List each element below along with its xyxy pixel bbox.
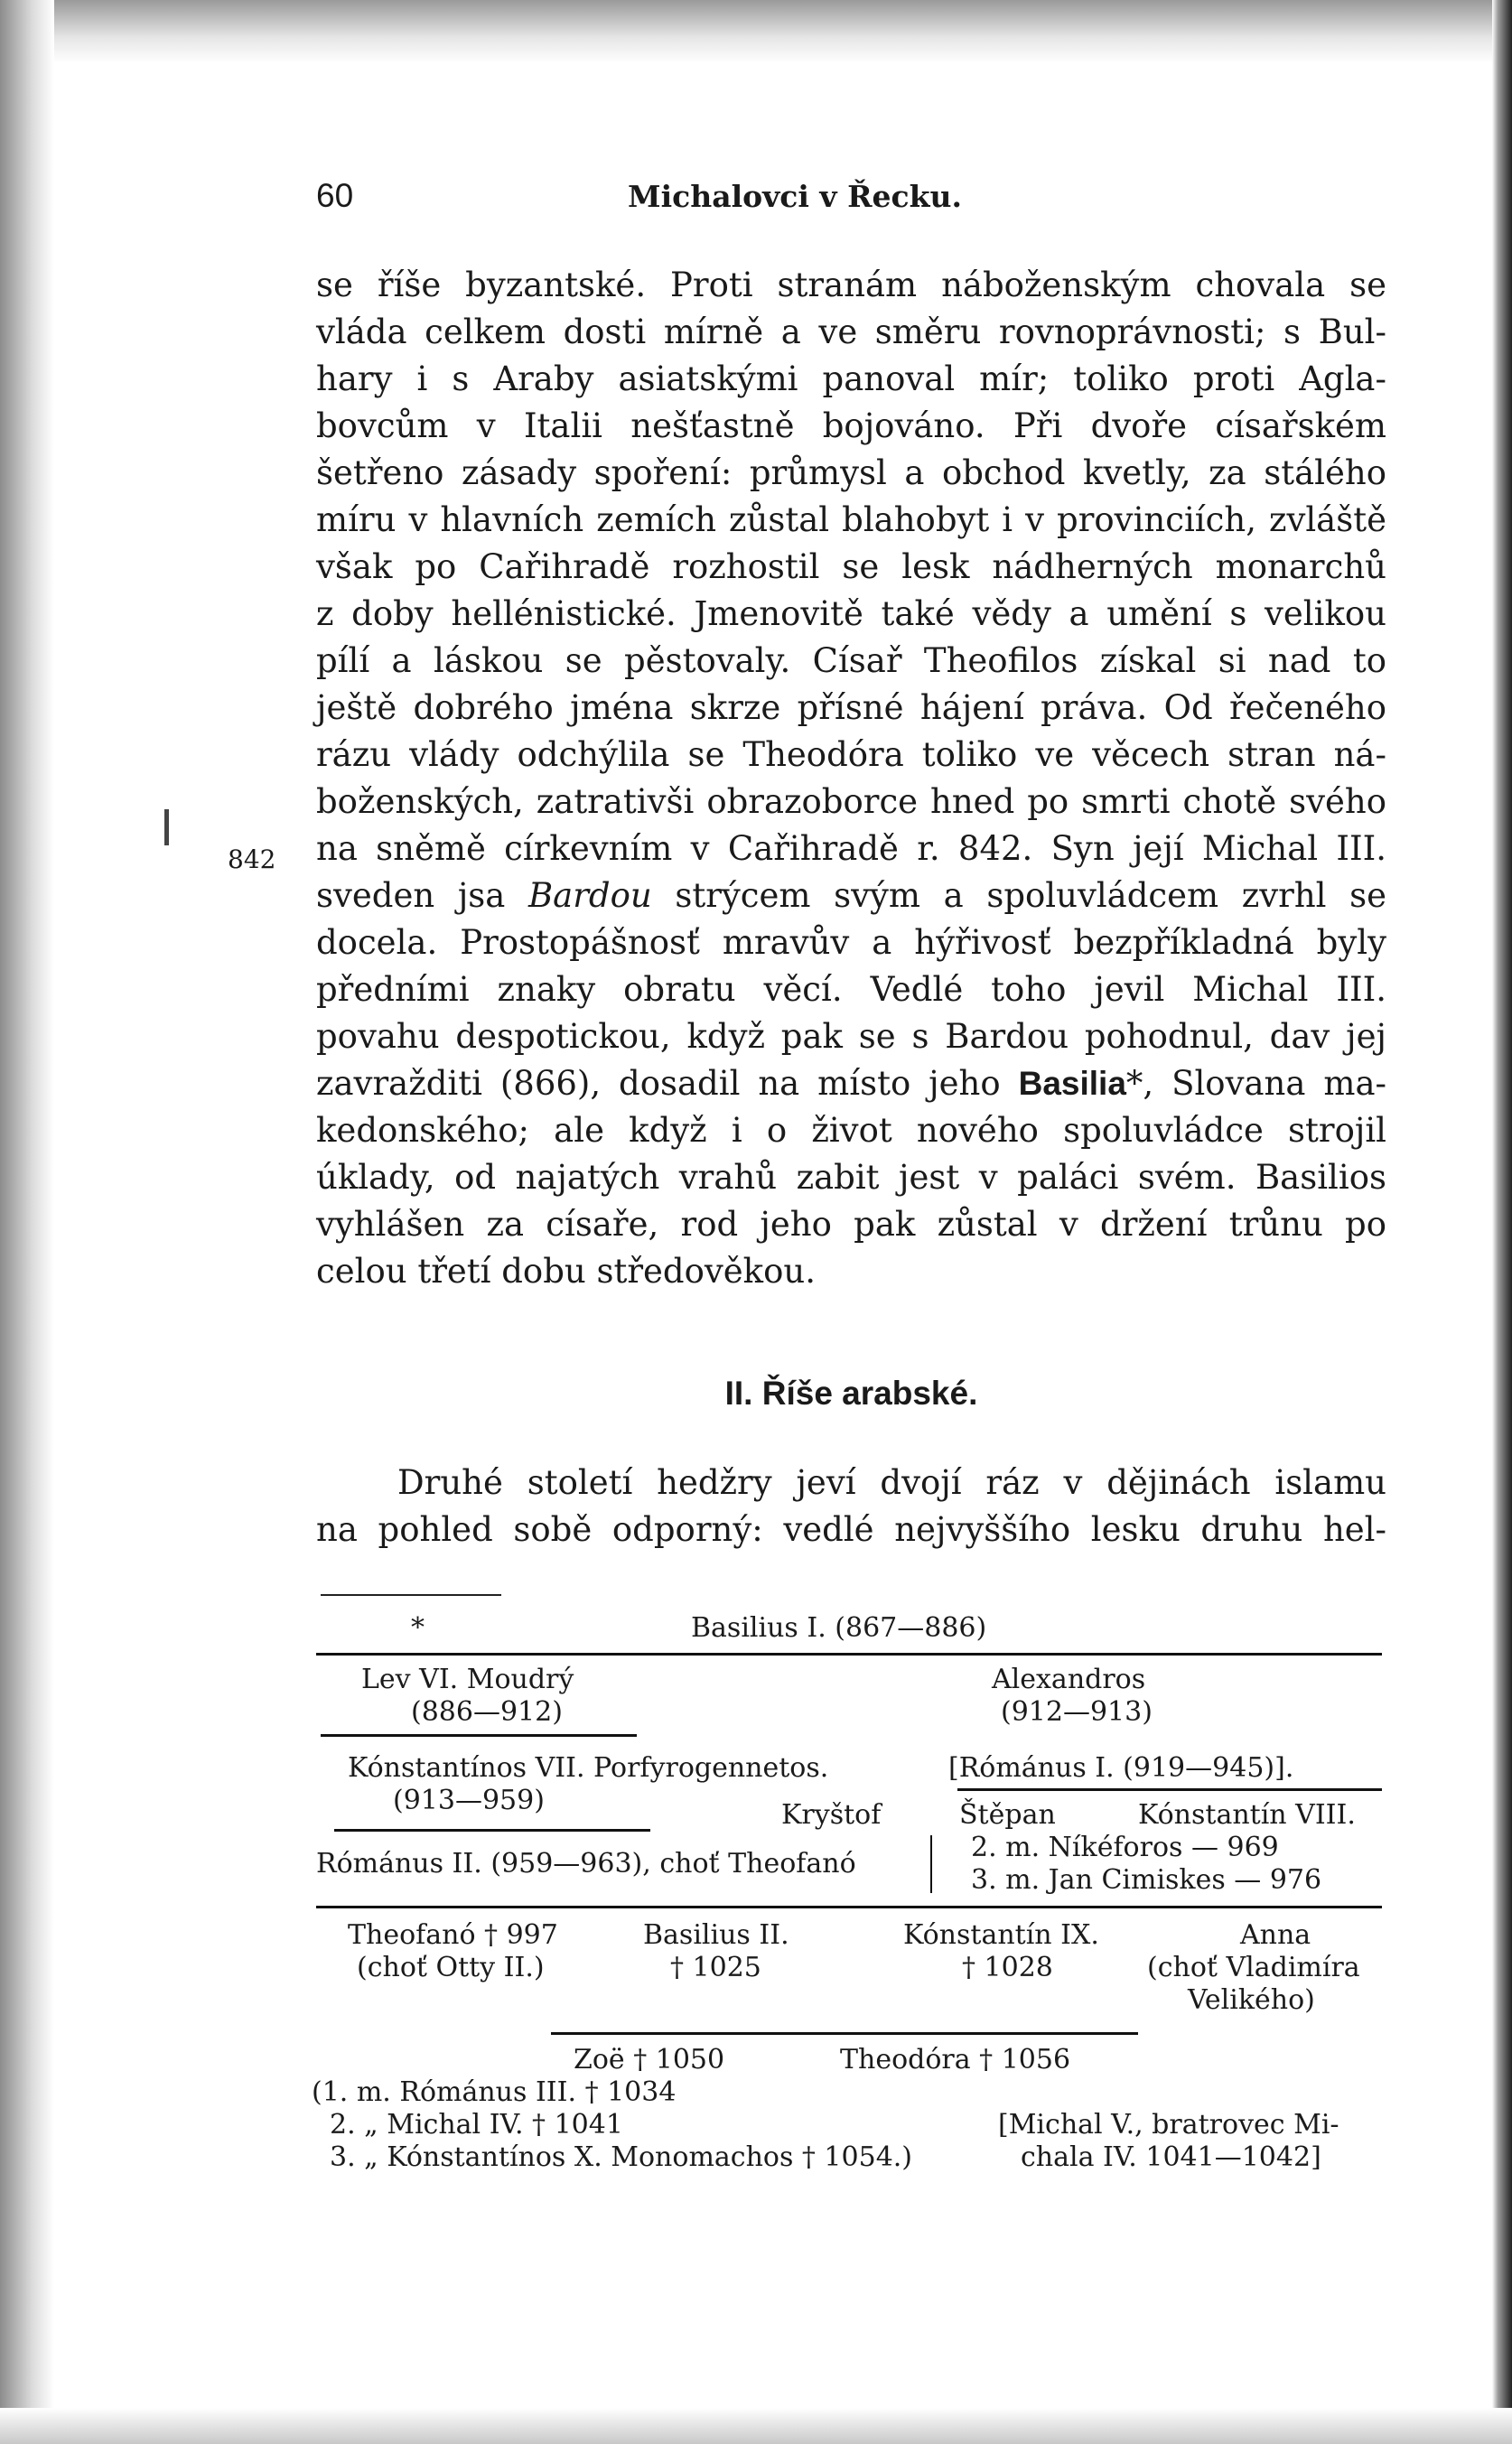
brace-line [316, 1653, 1382, 1656]
gen-stepan: Štěpan [959, 1799, 1056, 1831]
scan-edge-top [0, 0, 1512, 63]
text-line: předními znaky obratu věcí. Vedlé toho jevil Michal III. [316, 970, 1386, 1009]
text-line: se říše byzantské. Proti stranám náboženským chovala se [316, 266, 1386, 304]
gen-michal-v: [Michal V., bratrovec Mi- [998, 2109, 1339, 2141]
text-line: na pohled sobě odporný: vedlé nejvyššího lesku druhu hel- [316, 1510, 1386, 1549]
text-fragment: *, Slovana ma- [1125, 1064, 1387, 1103]
page-number: 60 [316, 177, 354, 214]
gen-zoe-m2: 2. „ Michal IV. † 1041 [330, 2109, 623, 2141]
running-title: Michalovci v Řecku. [628, 179, 962, 214]
brace-line [316, 1906, 1382, 1908]
text-fragment: zavražditi (866), dosadil na místo jeho [316, 1064, 1001, 1103]
text-line-mixed [316, 1060, 1386, 1107]
gen-konstantin-viii: Kónstantín VIII. [1138, 1799, 1356, 1831]
gen-basilius-ii-death: † 1025 [670, 1952, 761, 1983]
text-line: hary i s Araby asiatskými panoval mír; toliko proti Agla- [316, 359, 1386, 398]
paragraph-1 [316, 262, 1386, 1295]
brace-line [551, 2032, 1138, 2035]
gen-lev-vi: Lev VI. Moudrý [361, 1664, 574, 1695]
gen-lev-dates: (886—912) [411, 1696, 563, 1728]
gen-theofano-m2: 2. m. Níkéforos — 969 [971, 1832, 1279, 1863]
gen-theofano-child-spouse: (choť Otty II.) [357, 1952, 545, 1983]
text-fragment: strýcem svým a spoluvládcem zvrhl se [675, 876, 1387, 915]
gen-alexandros: Alexandros [992, 1664, 1146, 1695]
brace-line [957, 1788, 1382, 1791]
scan-edge-left [0, 0, 54, 2444]
page-header [316, 177, 1377, 231]
scan-edge-right [1492, 0, 1512, 2444]
text-line: úklady, od najatých vrahů zabit jest v paláci svém. Basilios [316, 1158, 1386, 1197]
text-line: z doby hellénistické. Jmenovitě také vědy a umění s velikou [316, 594, 1386, 633]
brace-bar [930, 1835, 932, 1893]
paragraph-2 [316, 1460, 1386, 1553]
gen-romanus-i: [Rómánus I. (919—945)]. [948, 1752, 1294, 1784]
scan-edge-bottom [0, 2408, 1512, 2444]
text-line: šetřeno zásady spoření: průmysl a obchod kvetly, za stálého [316, 453, 1386, 492]
section-heading: II. Říše arabské. [724, 1375, 978, 1412]
gen-konstantin-ix-death: † 1028 [962, 1952, 1053, 1983]
gen-michal-v: chala IV. 1041—1042] [1021, 2141, 1321, 2173]
brace-line [321, 1734, 637, 1737]
text-line: na sněmě církevním v Cařihradě r. 842. Syn její Michal III. [316, 829, 1386, 868]
gen-theofano-child: Theofanó † 997 [348, 1919, 558, 1951]
margin-pencil-mark [164, 809, 169, 845]
gen-anna-spouse: (choť Vladimíra [1147, 1952, 1360, 1983]
text-line-mixed [316, 872, 1386, 919]
text-line: povahu despotickou, když pak se s Bardou pohodnul, dav jej [316, 1017, 1386, 1056]
gen-anna-spouse: Velikého) [1188, 1984, 1315, 2016]
text-fragment: sveden jsa [316, 876, 506, 915]
gen-zoe: Zoë † 1050 [574, 2044, 725, 2076]
gen-anna: Anna [1240, 1919, 1311, 1951]
gen-kristof: Kryštof [781, 1799, 882, 1831]
gen-romanus-ii: Rómánus II. (959—963), choť Theofanó [316, 1848, 856, 1880]
gen-zoe-m3: 3. „ Kónstantínos X. Monomachos † 1054.) [330, 2141, 913, 2173]
gen-alexandros-dates: (912—913) [1001, 1696, 1153, 1728]
gen-konstantinos-vii-dates: (913—959) [393, 1785, 545, 1816]
gen-theodora: Theodóra † 1056 [840, 2044, 1071, 2076]
text-line: pílí a láskou se pěstovaly. Císař Theofilos získal si nad to [316, 641, 1386, 680]
text-line: boženských, zatrativši obrazoborce hned po smrti chotě svého [316, 782, 1386, 821]
italic-name-bardou: Bardou [527, 876, 652, 915]
text-line: celou třetí dobu středověkou. [316, 1252, 816, 1291]
text-line: bovcům v Italii nešťastně bojováno. Při dvoře císařském [316, 406, 1386, 445]
gen-konstantinos-vii: Kónstantínos VII. Porfyrogennetos. [348, 1752, 829, 1784]
text-line: ještě dobrého jména skrze přísné hájení práva. Od řečeného [316, 688, 1386, 727]
margin-year-note: 842 [228, 844, 276, 874]
gen-konstantin-ix: Kónstantín IX. [903, 1919, 1099, 1951]
text-line: vyhlášen za císaře, rod jeho pak zůstal v držení trůnu po [316, 1205, 1386, 1244]
genealogy-table [307, 1608, 1391, 2173]
gen-root-basilius-1: Basilius I. (867—886) [691, 1612, 987, 1644]
brace-line [334, 1829, 650, 1832]
gen-theofano-m3: 3. m. Jan Cimiskes — 976 [971, 1864, 1322, 1896]
gen-basilius-ii: Basilius II. [643, 1919, 789, 1951]
text-line: kedonského; ale když i o život nového spoluvládce strojil [316, 1111, 1386, 1150]
gen-zoe-m1: (1. m. Rómánus III. † 1034 [312, 2076, 677, 2108]
text-line: rázu vlády odchýlila se Theodóra toliko ve věcech stran ná- [316, 735, 1386, 774]
footnote-rule [321, 1594, 501, 1596]
bold-name-basilia: Basilia [1018, 1065, 1126, 1102]
footnote-asterisk: * [411, 1612, 425, 1644]
text-line: vláda celkem dosti mírně a ve směru rovnoprávnosti; s Bul- [316, 312, 1386, 351]
text-line: míru v hlavních zemích zůstal blahobyt i v provinciích, zvláště [316, 500, 1386, 539]
text-line: docela. Prostopášnosť mravův a hýřivosť bezpříkladná byly [316, 923, 1386, 962]
text-line: však po Cařihradě rozhostil se lesk nádherných monarchů [316, 547, 1386, 586]
text-line: Druhé století hedžry jeví dvojí ráz v dějinách islamu [397, 1463, 1386, 1502]
